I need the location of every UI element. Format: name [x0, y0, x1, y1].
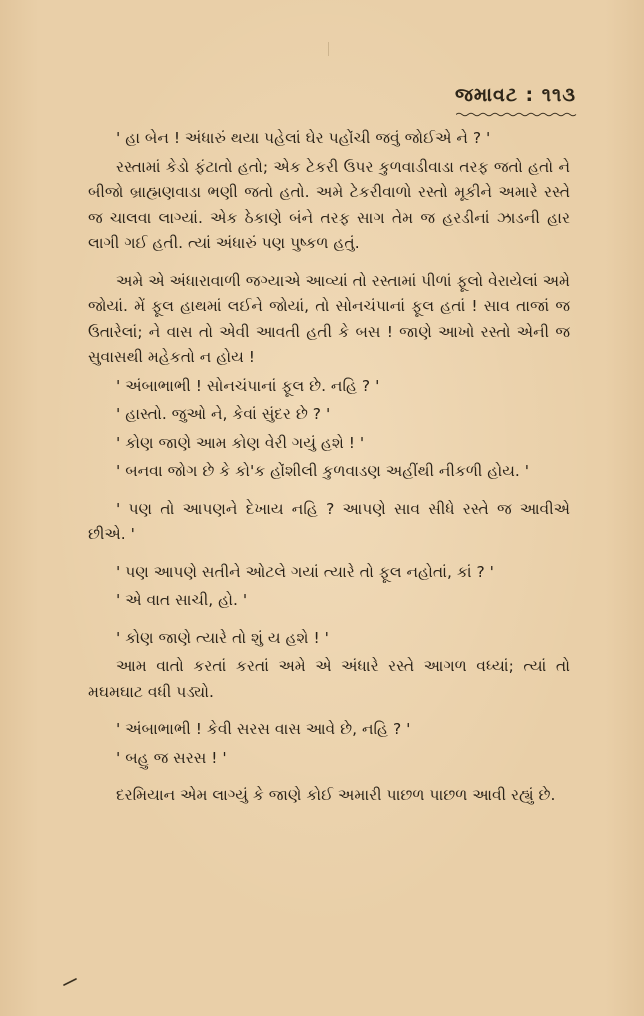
dialogue-line: ' કોણ જાણે ત્યારે તો શું ય હશે ! ' [116, 628, 329, 647]
paragraph: દરમિયાન એમ લાગ્યું કે જાણે કોઈ અમારી પાછળ પાછળ આવી રહ્યું છે. [116, 786, 556, 804]
dialogue-line: ' બહુ જ સરસ ! ' [116, 748, 227, 767]
header-wavy-rule [456, 112, 578, 117]
dialogue-line: ' કોણ જાણે આમ કોણ વેરી ગયું હશે ! ' [116, 433, 365, 452]
paragraph: ' હા બેન ! અંધારું થયા પહેલાં ઘેર પહોંચી જવું જોઈએ ને ? ' [116, 129, 491, 147]
dialogue-line: ' એ વાત સાચી, હો. ' [116, 591, 248, 609]
paragraph: આમ વાતો કરતાં કરતાં અમે એ અંધારે રસ્તે આગળ વધ્યાં; ત્યાં તો મઘમઘાટ વધી પડ્યો. [88, 657, 570, 701]
fold-mark [328, 42, 329, 56]
paragraph: અમે એ અંધારાવાળી જગ્યાએ આવ્યાં તો રસ્તામાં પીળાં ફૂલો વેરાયેલાં અમે જોયાં. મેં ફૂલ હાથમાં લઈને જોયાં, તો સોનચંપાનાં ફૂલ હતાં ! સાવ તાજાં જ ઉતારેલાં; ને વાસ તો એવી આવતી હતી કે બસ ! જાણે આખો રસ્તો એની જ સુવાસથી મહેકતો ન હોય ! [88, 271, 570, 366]
dialogue-line: ' અંબાભાભી ! સોનચંપાનાં ફૂલ છે. નહિ ? ' [116, 376, 380, 395]
dialogue-line: ' અંબાભાભી ! કેવી સરસ વાસ આવે છે, નહિ ? ' [116, 720, 411, 738]
paragraph: રસ્તામાં કેડો ફંટાતો હતો; એક ટેકરી ઉપર કુળવાડીવાડા તરફ જતો હતો ને બીજો બ્રાહ્મણવાડા ભણી જતો હતો. અમે ટેકરીવાળો રસ્તો મૂકીને અમારે રસ્તે જ ચાલવા લાગ્યાં. એક ઠેકાણે બંને તરફ સાગ તેમ જ હરડીનાં ઝાડની હાર લાગી ગઈ હતી. ત્યાં અંધારું પણ પુષ્કળ હતું. [88, 157, 570, 252]
ink-mark [62, 978, 78, 986]
dialogue-line: ' હાસ્તો. જુઓ ને, કેવાં સુંદર છે ? ' [116, 405, 331, 423]
body-text [88, 126, 570, 809]
dialogue-line: ' પણ આપણે સતીને ઓટલે ગયાં ત્યારે તો ફૂલ નહોતાં, કાં ? ' [116, 562, 494, 581]
dialogue-line: ' બનવા જોગ છે કે કો'ક હોંશીલી કુળવાડણ અહીંથી નીકળી હોય. ' [116, 462, 530, 480]
dialogue-line: ' પણ તો આપણને દેખાય નહિ ? આપણે સાવ સીધે રસ્તે જ આવીએ છીએ. ' [88, 499, 570, 543]
running-head: જમાવટ : ૧૧૩ [454, 84, 576, 106]
